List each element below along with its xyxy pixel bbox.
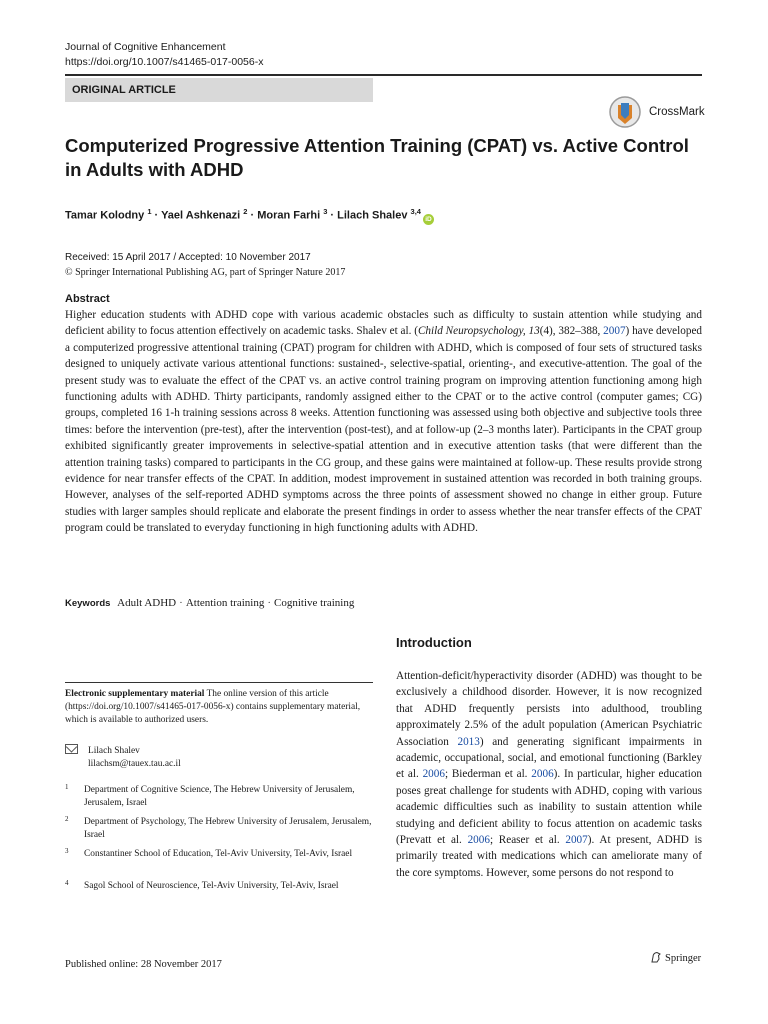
affiliation-number: 3 — [65, 847, 69, 855]
keywords-label: Keywords — [65, 598, 111, 609]
crossmark-label[interactable]: CrossMark — [649, 106, 705, 118]
body-text: ) and generating significant impairments in academic, occupational, social, and emotional functioning (Barkley et al. — [396, 735, 702, 781]
corresponding-email[interactable]: lilachsm@tauex.tau.ac.il — [88, 759, 181, 769]
publisher-name: Springer — [665, 953, 702, 964]
affiliation — [65, 784, 377, 810]
affiliation-number: 1 — [65, 783, 69, 791]
author-affiliation-number: 2 — [243, 207, 248, 216]
author-affiliation-number: 3,4 — [410, 207, 421, 216]
affiliation — [65, 880, 377, 893]
author-separator: · — [151, 209, 162, 222]
corresponding-author: Lilach Shalev — [88, 746, 140, 756]
citation-link[interactable]: 2006 — [531, 768, 554, 781]
crossmark-icon[interactable] — [609, 95, 641, 131]
supplementary-material-text: The online version of this article (https://doi.org/10.1007/s41465-017-0056-x) contains supplementary material, which is available to authorized users. — [65, 689, 361, 725]
body-text: ; Reaser et al. — [489, 834, 566, 847]
abstract-text: ) have developed a computerized progressive attentional training (CPAT) program for children with ADHD, which is composed of four sets of structured tasks designed to uniquely activate various attentional functions: sustained-, selective-spatial, orienting-, and executive-attention. The goal of the present study was to evaluate the effect of the CPAT vs. an active control training program on improving attention functioning among high functioning adults with ADHD. Thirty participants, randomly assigned either to the CPAT or to the active control (computer games; CG) groups, completed 16 1-h training sessions across 8 weeks. Attention functioning was assessed using both objective and subjective tools three times: before the intervention (pre-test), after the intervention (post-test), and at follow-up (2–3 months later). Participants in the CPAT group exhibited significantly greater improvements in selective-spatial attention and in executive attention tasks (that were different than the attention training tasks) compared to participants in the CG group, and these gains were maintained at follow-up. These results provide strong evidence for near transfer effects of the CPAT. In addition, modest improvement in sustained attention was recorded in both training groups. However, analyses of the self-reported ADHD symptoms across the three points of assessment showed no change in either group. Future studies with larger samples should replicate and elaborate the present findings in order to assess whether the near transfer effects of the CPAT program could be translated to everyday functioning in high functioning adults with ADHD. — [65, 325, 703, 535]
citation-link[interactable]: 2007 — [603, 325, 626, 338]
body-text: Attention-deficit/hyperactivity disorder (ADHD) was thought to be exclusively a childhood disorder. However, it is now recognized that ADHD frequently persists into adulthood, troubling approximately 2.5% of the adult population (American Psychiatric Association — [396, 670, 702, 748]
correspondence — [65, 744, 181, 771]
supplementary-material-note — [65, 688, 373, 727]
journal-name: Journal of Cognitive Enhancement — [65, 41, 226, 53]
citation-link[interactable]: 2006 — [467, 834, 490, 847]
affiliation-text: Department of Psychology, The Hebrew University of Jerusalem, Jerusalem, Israel — [84, 817, 372, 840]
author-separator: · — [327, 209, 338, 222]
affiliation-number: 4 — [65, 879, 69, 887]
keyword-separator: · — [267, 597, 271, 609]
article-type-banner: ORIGINAL ARTICLE — [65, 78, 373, 102]
body-text: ). At present, ADHD is primarily treated with medications which can ameliorate many of the core symptoms. However, some persons do not respond to — [396, 834, 703, 879]
affiliation-text: Sagol School of Neuroscience, Tel-Aviv University, Tel-Aviv, Israel — [84, 881, 339, 891]
introduction-body — [396, 668, 702, 881]
affiliation — [65, 848, 377, 861]
article-title: Computerized Progressive Attention Training (CPAT) vs. Active Control in Adults with ADHD — [65, 135, 689, 180]
author-name[interactable]: Yael Ashkenazi — [161, 209, 241, 222]
journal-header — [65, 40, 263, 70]
introduction-heading: Introduction — [396, 635, 472, 650]
keyword-item: Cognitive training — [274, 597, 355, 609]
doi-link[interactable]: https://doi.org/10.1007/s41465-017-0056-x — [65, 56, 264, 68]
citation-link[interactable]: 2007 — [565, 834, 588, 847]
orcid-icon[interactable]: iD — [423, 214, 434, 225]
abstract-heading: Abstract — [65, 293, 110, 305]
header-rule — [65, 74, 702, 76]
keywords — [65, 596, 354, 611]
received-accepted-dates: Received: 15 April 2017 / Accepted: 10 November 2017 — [65, 252, 311, 263]
abstract-text: Higher education students with ADHD cope with various academic obstacles such as difficulty to sustain attention while studying and deficient ability to focus attention effectively on academic tasks. Shalev et al. ( — [65, 309, 702, 338]
abstract-journal-citation: Child Neuropsychology, 13 — [417, 325, 540, 338]
springer-horse-icon — [650, 951, 662, 963]
copyright-line: © Springer International Publishing AG, part of Springer Nature 2017 — [65, 267, 346, 278]
affiliation-number: 2 — [65, 815, 69, 823]
publisher-logo — [650, 951, 701, 964]
citation-link[interactable]: 2006 — [422, 768, 445, 781]
envelope-icon — [65, 744, 78, 754]
footnote-rule — [65, 682, 373, 683]
keyword-item: Attention training — [185, 597, 265, 609]
body-text: ; Biederman et al. — [444, 768, 532, 781]
author-name[interactable]: Tamar Kolodny — [65, 209, 145, 222]
keyword-separator: · — [179, 597, 183, 609]
supplementary-material-label: Electronic supplementary material — [65, 689, 205, 699]
body-text: ). In particular, higher education poses great challenge for students with ADHD, coping with various academic difficulties such as inability to sustain attention while studying and deficient ability to focus attention on academic tasks (Prevatt et al. — [396, 768, 703, 847]
published-online-date: Published online: 28 November 2017 — [65, 959, 222, 970]
author-list — [65, 204, 434, 225]
author-name[interactable]: Moran Farhi — [257, 209, 321, 222]
affiliation-text: Department of Cognitive Science, The Hebrew University of Jerusalem, Jerusalem, Israel — [84, 785, 355, 808]
keyword-item: Adult ADHD — [117, 597, 177, 609]
author-affiliation-number: 1 — [147, 207, 152, 216]
author-name[interactable]: Lilach Shalev — [337, 209, 408, 222]
citation-link[interactable]: 2013 — [457, 735, 480, 748]
affiliation-text: Constantiner School of Education, Tel-Aviv University, Tel-Aviv, Israel — [84, 849, 353, 859]
abstract-body — [65, 307, 702, 537]
abstract-text: (4), 382–388, — [539, 325, 604, 338]
article-dates — [65, 250, 345, 280]
author-affiliation-number: 3 — [323, 207, 328, 216]
author-separator: · — [247, 209, 258, 222]
affiliation — [65, 816, 377, 842]
